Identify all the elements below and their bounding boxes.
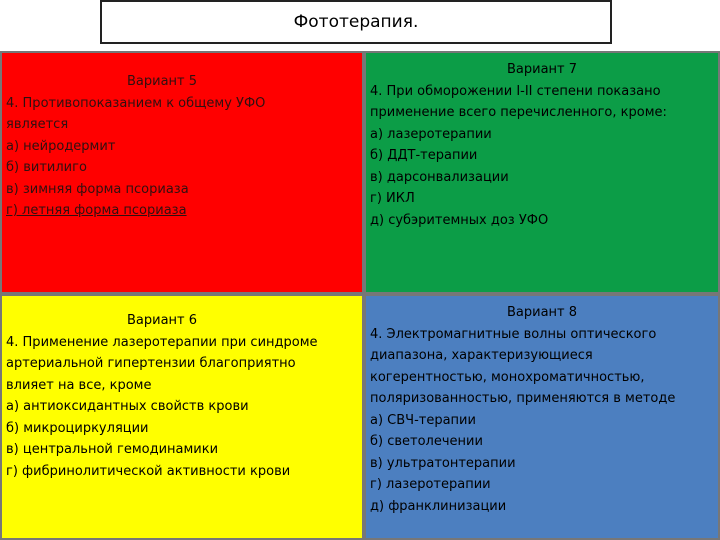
variant-8-option-c: в) ультратонтерапии — [370, 455, 516, 471]
variant-7-panel — [364, 51, 720, 294]
variant-6-option-a: а) антиоксидантных свойств крови — [6, 399, 249, 414]
variant-6-question-cont: артериальной гипертензии благоприятно — [6, 356, 296, 371]
variant-5-question: 4. Противопоказанием к общему УФО — [6, 95, 266, 111]
variant-5-option-a: а) нейродермит — [6, 138, 116, 154]
variant-6-option-c: в) центральной гемодинамики — [6, 442, 219, 457]
variant-8-question: 4. Электромагнитные волны оптического — [370, 326, 657, 342]
variant-8-option-e: д) франклинизации — [370, 498, 507, 514]
variant-5-heading: Вариант 5 — [126, 74, 198, 89]
variant-8-heading: Вариант 8 — [506, 305, 578, 320]
variant-7-question: 4. При обморожении I-II степени показано — [370, 83, 661, 99]
variant-5-option-c: в) зимняя форма псориаза — [6, 181, 189, 197]
variant-8-option-b: б) светолечении — [370, 434, 483, 449]
variant-6-panel — [0, 294, 364, 540]
variant-6-heading: Вариант 6 — [126, 313, 198, 328]
variant-6-question-cont-2: влияет на все, кроме — [6, 377, 152, 393]
variant-7-option-e: д) субэритемных доз УФО — [370, 212, 549, 228]
variant-7-option-b: б) ДДТ-терапии — [370, 148, 478, 163]
variant-8-question-cont-2: когерентностью, монохроматичностью, — [370, 369, 645, 385]
variant-6-option-d: г) фибринолитической активности крови — [6, 463, 291, 479]
variant-8-panel — [364, 294, 720, 540]
variant-6-question: 4. Применение лазеротерапии при синдроме — [6, 334, 318, 350]
variant-5-option-b: б) витилиго — [6, 160, 87, 175]
variant-5-option-d: г) летняя форма псориаза — [6, 203, 187, 218]
variant-7-heading: Вариант 7 — [506, 62, 578, 77]
variant-7-question-cont: применение всего перечисленного, кроме: — [370, 105, 667, 120]
variant-6-option-b: б) микроциркуляции — [6, 420, 149, 436]
slide-title: Фототерапия. — [100, 0, 612, 44]
variant-8-question-cont-3: поляризованностью, применяются в методе — [370, 391, 676, 406]
variant-8-option-d: г) лазеротерапии — [370, 477, 491, 492]
variant-5-question-cont: является — [6, 117, 69, 132]
variant-7-option-a: а) лазеротерапии — [370, 126, 492, 142]
variant-8-option-a: а) СВЧ-терапии — [370, 412, 476, 428]
variant-5-panel — [0, 51, 364, 294]
variant-8-question-cont: диапазона, характеризующиеся — [370, 348, 593, 363]
variant-7-option-d: г) ИКЛ — [370, 191, 415, 206]
variant-7-option-c: в) дарсонвализации — [370, 169, 509, 185]
